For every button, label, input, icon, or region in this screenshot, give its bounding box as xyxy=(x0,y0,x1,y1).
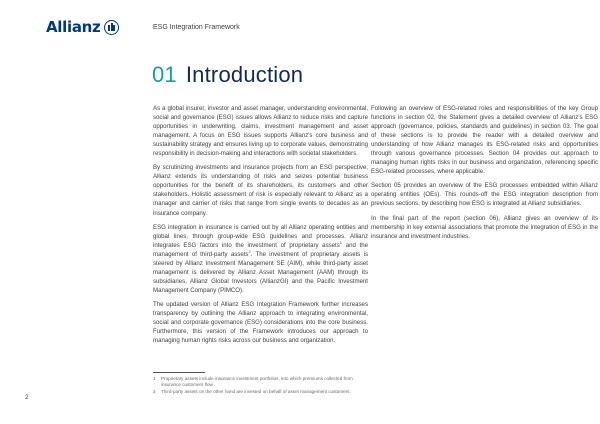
footnote-ref-1[interactable]: 1 xyxy=(339,239,343,245)
paragraph-esg-integration: ESG integration in insurance is carried out by all Allianz operating entities and global lines, through group-wide ESG guidelines and processes. Allianz integrates ESG factors into the investment of proprietary assets$^1$ and the management of third-party assets$^2$. The investment of proprietary assets is steered by Allianz Investment Management SE (AIM), while third-party asset management is delivered by Allianz Asset Management (AAM) through its subsidiaries, Allianz Global Investors (AllianzGI) and the Pacific Investment Management Company (PIMCO). xyxy=(153,223,368,294)
left-column xyxy=(153,104,368,350)
paragraph: By scrutinizing investments and insurance projects from an ESG perspective, Allianz extends its understanding of risks and seizes potential business opportunities for the benefit of its shareholders, its customers and other stakeholders. Holistic assessment of risk is especially relevant to Allianz as a manager and carrier of risks that range from single events to decades as an insurance company. xyxy=(153,164,368,217)
paragraph: As a global insurer, investor and asset manager, understanding environmental, social and governance (ESG) issues allows Allianz to reduce risks and capture opportunities in underwriting, claims, investment management and asset management. A focus on ESG issues supports Allianz's core business and sustainability strategy and ensures living up to corporate values, demonstrating responsibility in decision-making and interactions with societal stakeholders. xyxy=(153,105,368,158)
paragraph: The updated version of Allianz ESG Integration Framework further increases transparency by outlining the Allianz approach to integrating environmental, social and corporate governance (ESG) considerations into the core business. Furthermore, this version of the Framework introduces our approach to managing human rights risks across our business and organization. xyxy=(153,300,368,345)
paragraph: Section 05 provides an overview of the ESG processes embedded within Allianz operating entities (OEs). This rounds-off the ESG integration description from previous sections, by describing how ESG is integrated at Allianz subsidiaries. xyxy=(371,182,598,208)
footnote: 1 Proprietary assets include insurance investment portfolios, into which premiums collected from insurance customers flow. xyxy=(153,376,353,388)
footnote-ref-2[interactable]: 2 xyxy=(248,248,251,254)
section-number: 01 xyxy=(152,61,177,87)
footnote: 2 Third-party assets on the other hand are invested on behalf of asset management customers. xyxy=(153,388,351,394)
right-column xyxy=(371,104,598,246)
brand-name: Allianz xyxy=(46,18,101,36)
footnotes xyxy=(153,376,368,395)
document-title: ESG Integration Framework xyxy=(153,24,240,31)
section-heading xyxy=(152,62,303,88)
page-number: 2 xyxy=(25,394,29,401)
section-title: Introduction xyxy=(185,61,304,87)
paragraph: In the final part of the report (section 06), Allianz gives an overview of its membership in key external associations that promote the integration of ESG in the insurance and investment industries. xyxy=(371,214,598,240)
paragraph: Following an overview of ESG-related roles and responsibilities of the key Group functions in section 02, the Statement gives a detailed overview of Allianz's ESG approach (governance, policies, standards and guidelines) in section 03. The goal of these sections is to provide the reader with a detailed overview and understanding of how Allianz manages its ESG-related risks and opportunities through various governance processes. Section 04 provides our approach to managing human rights risks in our business and organization, referencing specific ESG-related processes, where applicable. xyxy=(371,105,598,176)
footnote-divider xyxy=(153,372,205,373)
allianz-logo xyxy=(46,18,119,36)
allianz-eagle-icon xyxy=(104,20,119,35)
